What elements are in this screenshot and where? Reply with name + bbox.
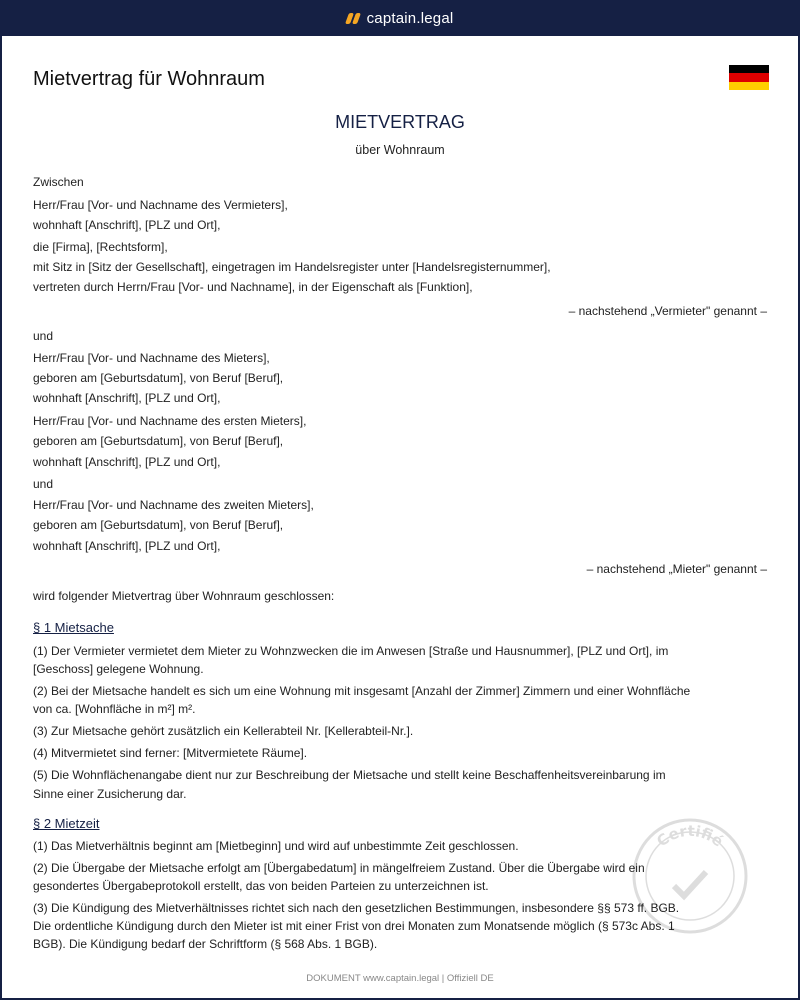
contract-line: Herr/Frau [Vor- und Nachname des zweiten Mieters], xyxy=(33,498,314,512)
flag-stripe-red xyxy=(729,73,769,81)
section-line: (3) Zur Mietsache gehört zusätzlich ein Kellerabteil Nr. [Kellerabteil-Nr.]. xyxy=(33,724,414,738)
contract-title: MIETVERTRAG xyxy=(335,112,465,132)
section-line: (5) Die Wohnflächenangabe dient nur zur Beschreibung der Mietsache und stellt keine Beschaffenheitsvereinbarung im xyxy=(33,768,666,782)
contract-line: Herr/Frau [Vor- und Nachname des Vermieters], xyxy=(33,198,288,212)
contract-line: geboren am [Geburtsdatum], von Beruf [Beruf], xyxy=(33,434,284,448)
flag-stripe-gold xyxy=(729,82,769,90)
contract-line: wohnhaft [Anschrift], [PLZ und Ort], xyxy=(33,539,221,553)
section-line: gesondertes Übergabeprotokoll erstellt, das von beiden Parteien zu unterzeichnen ist. xyxy=(33,879,489,893)
brand-name[interactable]: captain.legal xyxy=(366,9,454,27)
section-heading-1: § 1 Mietsache xyxy=(33,620,114,635)
contract-line: und xyxy=(33,329,54,343)
section-heading-2: § 2 Mietzeit xyxy=(33,816,100,831)
contract-line: Zwischen xyxy=(33,175,84,189)
contract-line: wohnhaft [Anschrift], [PLZ und Ort], xyxy=(33,455,221,469)
section-line: Sinne einer Zusicherung dar. xyxy=(33,787,187,801)
section-line: (1) Das Mietverhältnis beginnt am [Mietbeginn] und wird auf unbestimmte Zeit geschlossen. xyxy=(33,839,519,853)
contract-line: wohnhaft [Anschrift], [PLZ und Ort], xyxy=(33,391,221,405)
page-title: Mietvertrag für Wohnraum xyxy=(33,68,265,90)
section-line: Die ordentliche Kündigung durch den Mieter ist mit einer Frist von drei Monaten zum Monatsende möglich (§ 573c Abs. 1 xyxy=(33,919,675,933)
tenant-designation: – nachstehend „Mieter" genannt – xyxy=(586,562,767,576)
contract-line: Herr/Frau [Vor- und Nachname des ersten Mieters], xyxy=(33,414,307,428)
stamp-text: Certifié xyxy=(653,821,727,851)
section-line: [Geschoss] gelegene Wohnung. xyxy=(33,662,204,676)
certified-stamp-icon xyxy=(630,816,750,936)
contract-line: geboren am [Geburtsdatum], von Beruf [Beruf], xyxy=(33,371,284,385)
section-line: (4) Mitvermietet sind ferner: [Mitvermietete Räume]. xyxy=(33,746,308,760)
contract-subtitle: über Wohnraum xyxy=(355,143,445,157)
contract-line: wird folgender Mietvertrag über Wohnraum geschlossen: xyxy=(33,589,335,603)
section-line: (3) Die Kündigung des Mietverhältnisses richtet sich nach den gesetzlichen Bestimmungen, insbesondere §§ 573 ff. BGB. xyxy=(33,901,680,915)
document-page xyxy=(2,36,798,998)
contract-line: mit Sitz in [Sitz der Gesellschaft], eingetragen im Handelsregister unter [Handelsregisternummer], xyxy=(33,260,551,274)
contract-line: wohnhaft [Anschrift], [PLZ und Ort], xyxy=(33,218,221,232)
section-line: BGB). Die Kündigung bedarf der Schriftform (§ 568 Abs. 1 BGB). xyxy=(33,937,378,951)
section-line: (2) Die Übergabe der Mietsache erfolgt am [Übergabedatum] in mängelfreiem Zustand. Über die Übergabe wird ein xyxy=(33,861,645,875)
landlord-designation: – nachstehend „Vermieter" genannt – xyxy=(568,304,767,318)
german-flag-icon xyxy=(729,65,769,90)
contract-line: die [Firma], [Rechtsform], xyxy=(33,240,168,254)
captain-legal-logo-icon xyxy=(347,13,359,24)
contract-line: vertreten durch Herrn/Frau [Vor- und Nachname], in der Eigenschaft als [Funktion], xyxy=(33,280,473,294)
contract-line: geboren am [Geburtsdatum], von Beruf [Beruf], xyxy=(33,518,284,532)
section-line: (2) Bei der Mietsache handelt es sich um eine Wohnung mit insgesamt [Anzahl der Zimmer] Zimmern und einer Wohnfläche xyxy=(33,684,691,698)
top-bar xyxy=(0,0,800,36)
flag-stripe-black xyxy=(729,65,769,73)
footer: DOKUMENT www.captain.legal | Offiziell DE xyxy=(306,973,494,984)
section-line: von ca. [Wohnfläche in m²] m². xyxy=(33,702,196,716)
contract-line: Herr/Frau [Vor- und Nachname des Mieters], xyxy=(33,351,270,365)
contract-line: und xyxy=(33,477,54,491)
section-line: (1) Der Vermieter vermietet dem Mieter zu Wohnzwecken die im Anwesen [Straße und Hausnummer], [PLZ und Ort], im xyxy=(33,644,669,658)
